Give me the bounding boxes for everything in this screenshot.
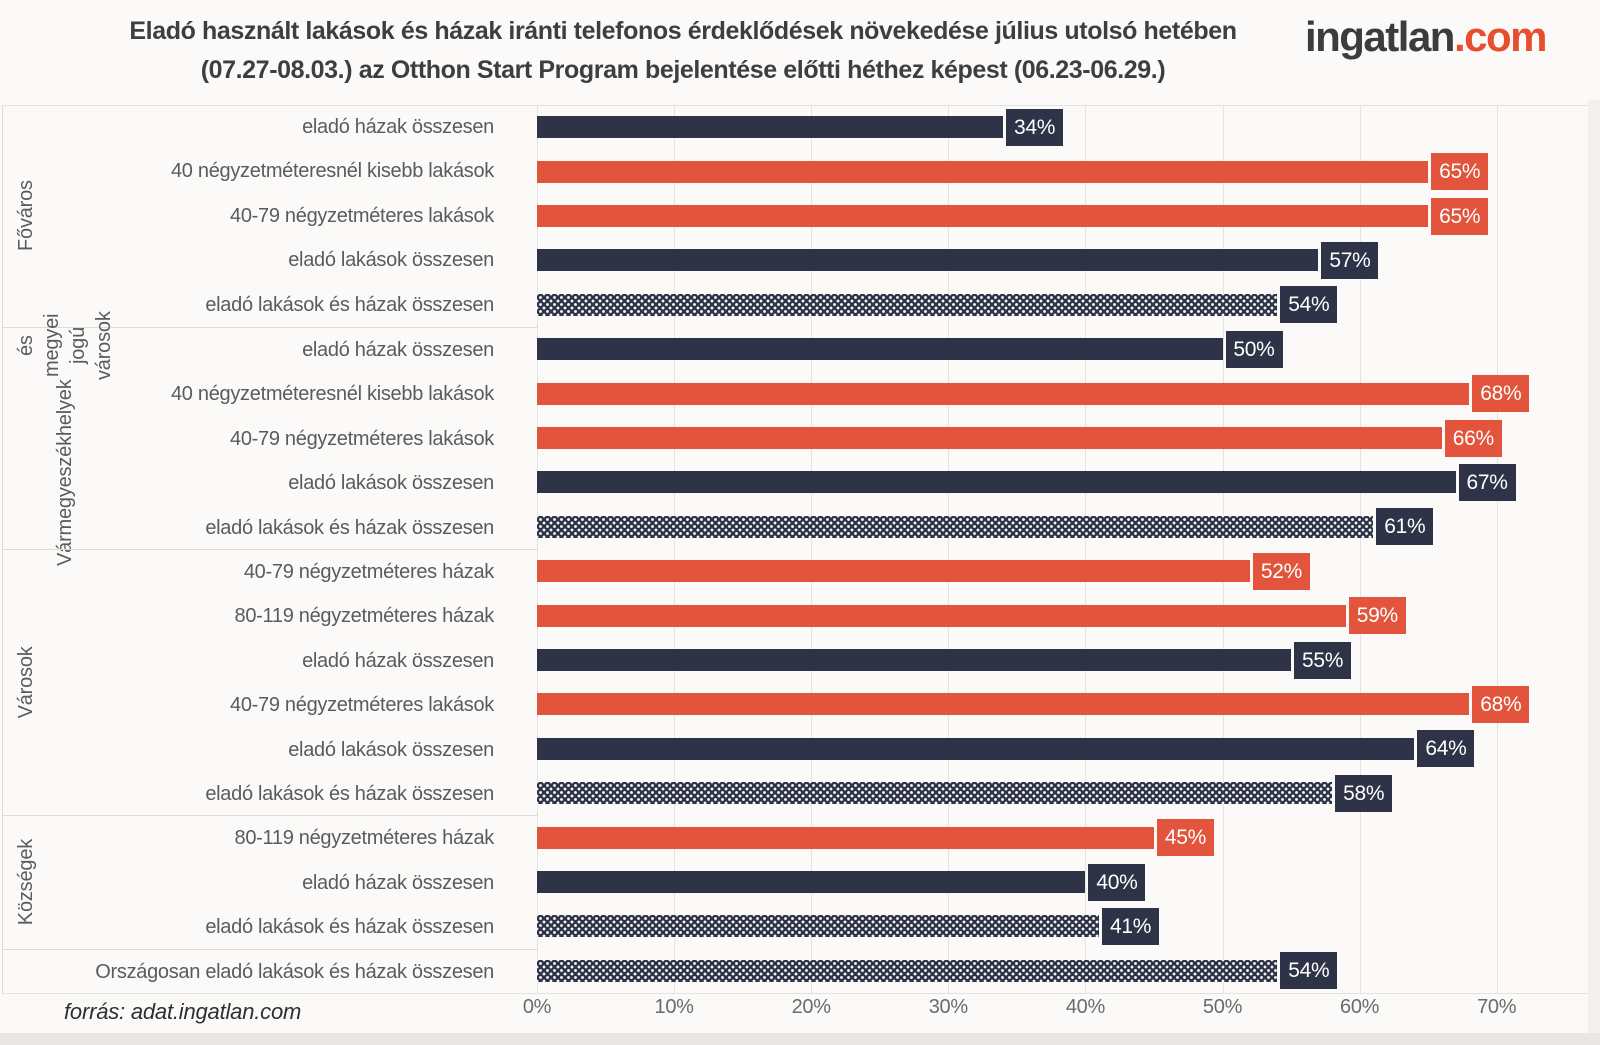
bar-row-label: eladó lakások összesen — [288, 738, 494, 761]
value-label: 41% — [1102, 908, 1159, 945]
bar-row-label: eladó lakások összesen — [288, 249, 494, 272]
bar-row-label: 40-79 négyzetméteres lakások — [230, 427, 494, 450]
bar — [537, 294, 1277, 316]
bar-row-label: eladó lakások és házak összesen — [205, 783, 494, 805]
source-note: forrás: adat.ingatlan.com — [64, 999, 302, 1024]
bar-row-label: 40 négyzetméteresnél kisebb lakások — [170, 160, 494, 183]
gridline — [1085, 105, 1086, 993]
value-label: 65% — [1431, 153, 1488, 190]
group-section — [3, 310, 538, 567]
bar-row-label: 40 négyzetméteresnél kisebb lakások — [170, 383, 494, 406]
group-section — [3, 815, 538, 948]
x-axis-tick: 50% — [1202, 996, 1243, 1018]
bar — [537, 249, 1318, 271]
gridline — [1497, 105, 1498, 993]
value-label: 68% — [1472, 375, 1529, 412]
bar — [537, 338, 1223, 360]
gridline — [811, 105, 812, 993]
bar — [537, 560, 1250, 582]
bar-row-label: eladó házak összesen — [302, 871, 494, 894]
group-section — [3, 549, 538, 815]
group-section — [3, 105, 538, 327]
chart-title-line-2: (07.27-08.03.) az Otthon Start Program bejelentése előtti héthez képest (06.23-06.29.) — [200, 56, 1166, 84]
bar-row-label: eladó lakások és házak összesen — [205, 916, 494, 939]
right-edge-strip — [1588, 100, 1600, 1033]
value-label: 52% — [1253, 553, 1310, 590]
value-label: 68% — [1472, 686, 1529, 723]
bar-row-label: 80-119 négyzetméteres házak — [234, 827, 494, 850]
bar-row-label: Országosan eladó lakások és házak összesen — [95, 960, 494, 983]
gridline — [948, 105, 949, 993]
bar — [537, 205, 1428, 227]
value-label: 54% — [1280, 952, 1337, 989]
group-label-line: Vármegyeszékhelyek — [54, 379, 76, 567]
value-label: 66% — [1445, 420, 1502, 457]
category-label-panel — [2, 105, 537, 993]
value-label: 50% — [1226, 331, 1283, 368]
group-section — [3, 949, 538, 993]
value-label: 55% — [1294, 642, 1351, 679]
value-label: 64% — [1417, 730, 1474, 767]
bar — [537, 915, 1099, 937]
bar — [537, 649, 1291, 671]
group-label-line: és megyei jogú városok — [15, 310, 115, 380]
value-label: 65% — [1431, 198, 1488, 235]
bar — [537, 516, 1373, 538]
value-label: 57% — [1321, 242, 1378, 279]
x-axis-tick: 30% — [928, 996, 968, 1018]
bar-row-label: eladó házak összesen — [302, 339, 494, 361]
bar — [537, 471, 1456, 493]
bar-row-label: eladó házak összesen — [302, 116, 494, 138]
x-axis-tick: 10% — [654, 996, 694, 1018]
gridline — [1360, 105, 1361, 993]
gridline — [674, 105, 675, 993]
value-label: 45% — [1157, 819, 1214, 856]
group-label-line: Községek — [15, 839, 37, 926]
value-label: 34% — [1006, 109, 1063, 146]
bar — [537, 782, 1332, 804]
value-label: 59% — [1349, 597, 1406, 634]
x-axis-tick: 0% — [522, 996, 552, 1018]
value-label: 61% — [1376, 508, 1433, 545]
bar — [537, 116, 1003, 138]
bar — [537, 605, 1346, 627]
bottom-edge-strip — [0, 1033, 1600, 1045]
bar — [537, 161, 1428, 183]
bar — [537, 960, 1277, 982]
bar-row-label: 40-79 négyzetméteres lakások — [230, 694, 494, 717]
bar — [537, 383, 1469, 405]
value-label: 58% — [1335, 775, 1392, 812]
x-axis-tick: 20% — [791, 996, 831, 1018]
bar-row-label: 80-119 négyzetméteres házak — [234, 605, 494, 628]
value-label: 67% — [1459, 464, 1516, 501]
value-label: 54% — [1280, 286, 1337, 323]
chart-title-line-1: Eladó használt lakások és házak iránti telefonos érdeklődések növekedése július utolsó hetében — [129, 17, 1237, 45]
bar-row-label: 40-79 négyzetméteres lakások — [230, 204, 494, 227]
gridline — [1223, 105, 1224, 993]
bar-row-label: eladó lakások és házak összesen — [205, 516, 494, 539]
bar — [537, 427, 1442, 449]
bar — [537, 738, 1414, 760]
bar — [537, 871, 1085, 893]
group-label-line: Városok — [15, 646, 37, 719]
bar-row-label: eladó lakások és házak összesen — [205, 293, 494, 316]
value-label: 40% — [1088, 864, 1145, 901]
group-label-line: Főváros — [15, 180, 37, 252]
logo-text-dark: ingatlan — [1304, 13, 1454, 60]
bar-row-label: eladó lakások összesen — [288, 472, 494, 495]
x-axis-tick: 70% — [1477, 996, 1517, 1018]
x-axis-tick: 60% — [1340, 996, 1380, 1018]
bar — [537, 827, 1154, 849]
bar — [537, 693, 1469, 715]
x-axis-tick: 40% — [1065, 996, 1105, 1018]
bar-row-label: eladó házak összesen — [302, 649, 494, 672]
bar-row-label: 40-79 négyzetméteres házak — [243, 561, 494, 583]
logo-text-orange: .com — [1453, 13, 1546, 60]
